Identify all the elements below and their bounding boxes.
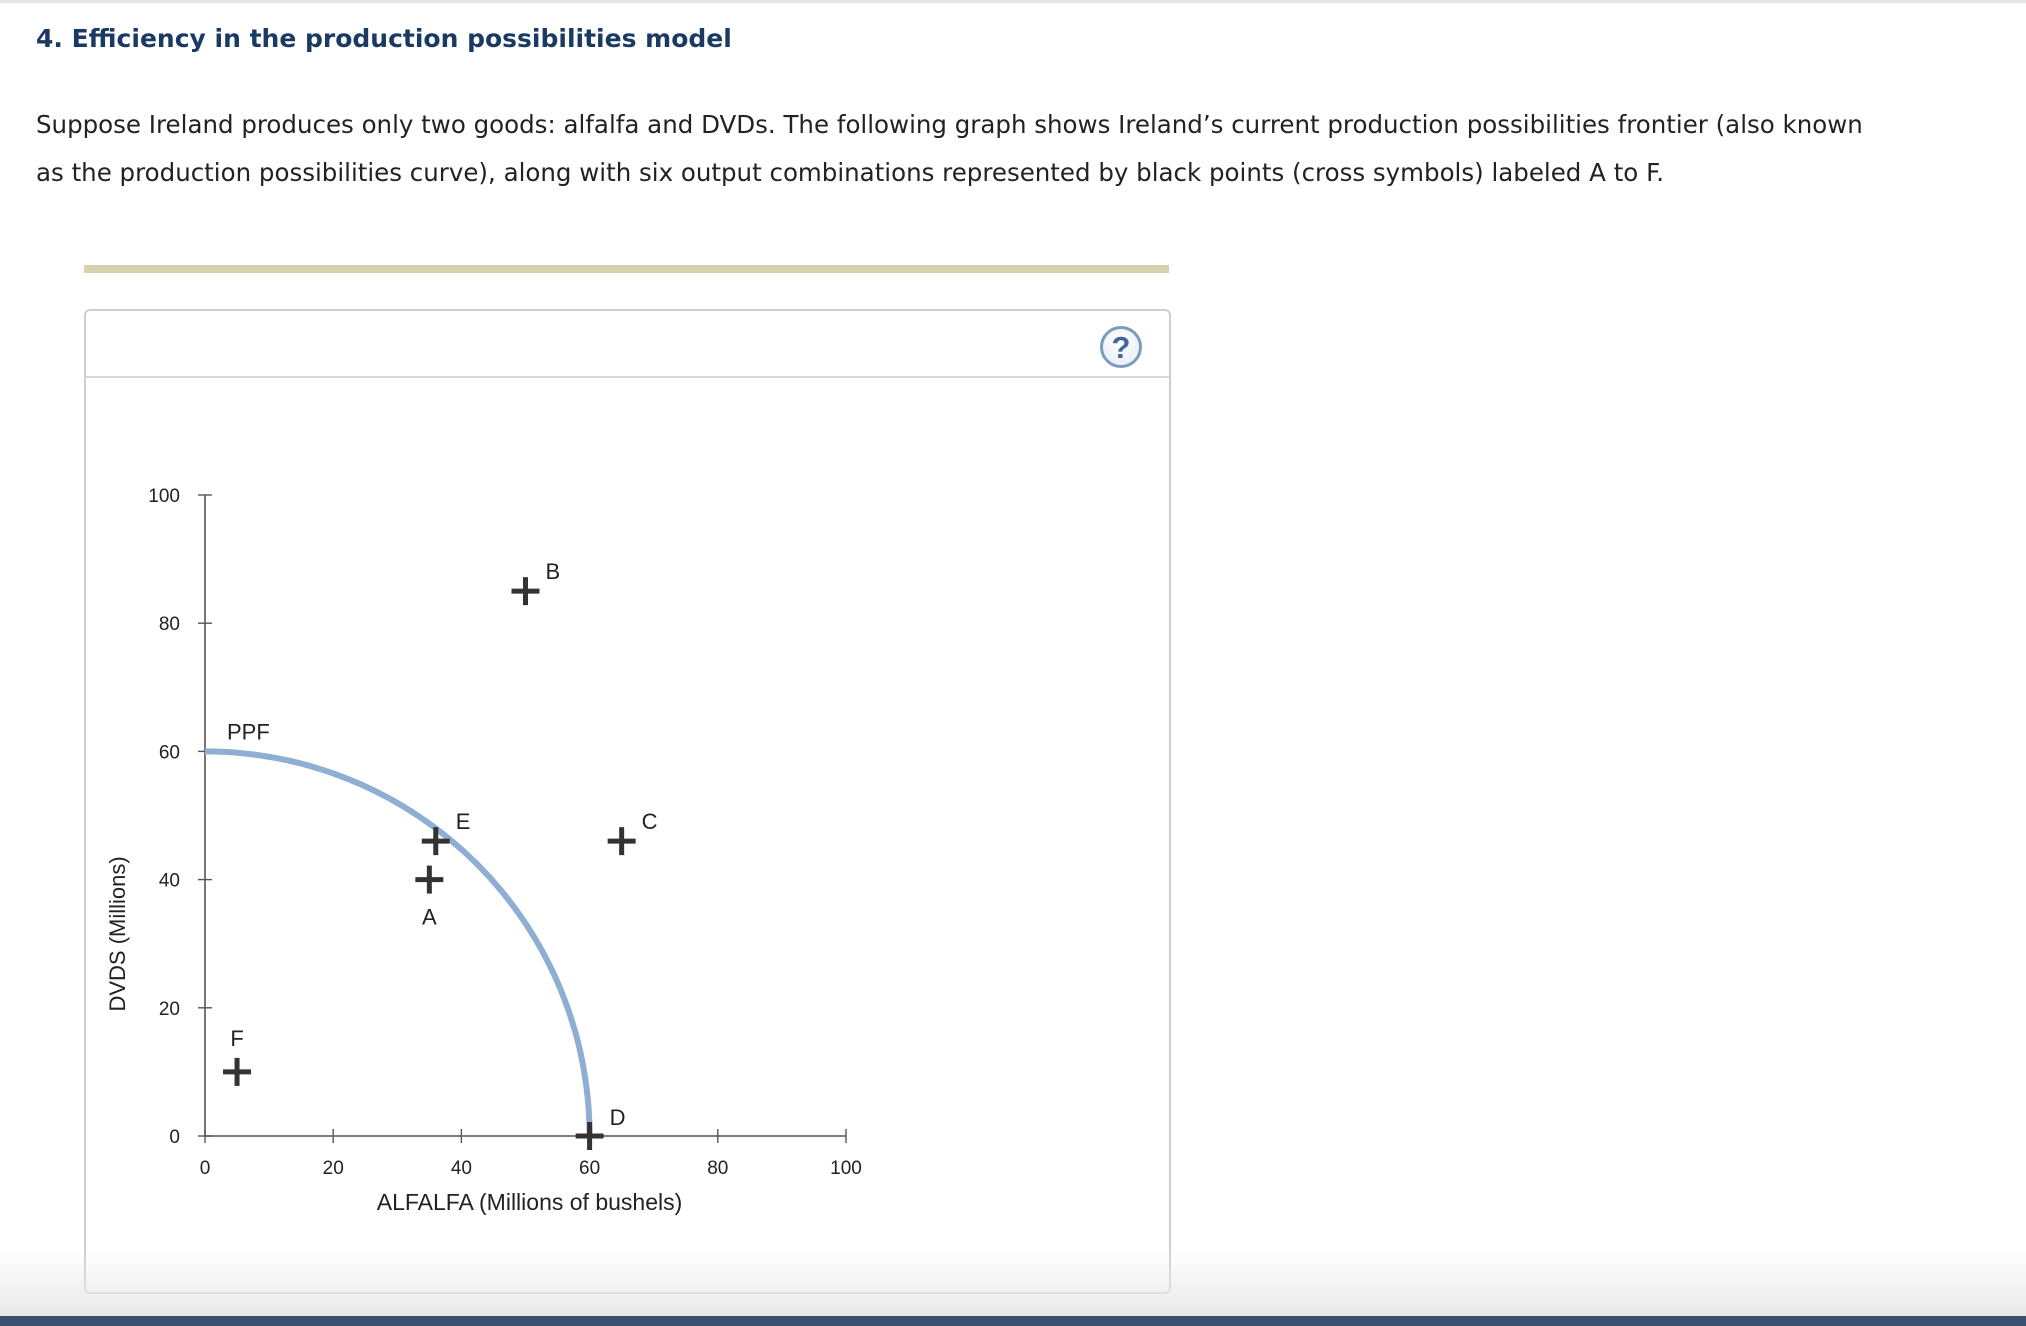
- x-tick-label: 40: [450, 1158, 472, 1179]
- point-label-d: D: [609, 1105, 626, 1130]
- y-tick-label: 0: [169, 1127, 180, 1148]
- point-label-c: C: [641, 809, 658, 835]
- taskbar: [0, 1316, 2026, 1326]
- point-b: [512, 577, 540, 605]
- x-tick-label: 80: [707, 1158, 729, 1179]
- intro-line-1: Suppose Ireland produces only two goods: alfalfa and DVDs. The following graph shows Ireland’s current production possibilities frontier (also known: [36, 110, 1863, 139]
- y-tick-label: 60: [158, 742, 180, 764]
- y-tick-label: 40: [158, 870, 180, 892]
- x-axis-title: ALFALFA (Millions of bushels): [376, 1189, 683, 1215]
- question-circle-icon: ?: [1111, 330, 1131, 365]
- y-axis-title: DVDS (Millions): [105, 856, 130, 1012]
- point-e: [422, 827, 450, 855]
- y-tick-label: 80: [158, 614, 180, 636]
- ppf-label: PPF: [227, 719, 270, 745]
- point-label-e: E: [455, 809, 471, 835]
- point-label-b: B: [545, 559, 561, 585]
- x-tick-label: 20: [322, 1158, 344, 1179]
- bottom-fade: [0, 1250, 2026, 1318]
- question-title: 4. Efficiency in the production possibilities model: [36, 24, 732, 53]
- point-d: [576, 1122, 604, 1150]
- y-tick-label: 20: [158, 998, 180, 1020]
- point-a: [415, 866, 443, 894]
- x-tick-label: 60: [579, 1158, 601, 1179]
- point-label-f: F: [230, 1025, 244, 1051]
- y-tick-label: 100: [148, 486, 180, 507]
- point-f: [223, 1058, 251, 1086]
- intro-line-2: as the production possibilities curve), along with six output combinations represented by black points (cross symbols) labeled A to F.: [36, 158, 1665, 187]
- point-c: [608, 827, 636, 855]
- ppf-curve: [205, 751, 590, 1136]
- x-tick-label: 0: [199, 1158, 211, 1179]
- point-label-a: A: [422, 904, 437, 930]
- x-tick-label: 100: [830, 1158, 862, 1179]
